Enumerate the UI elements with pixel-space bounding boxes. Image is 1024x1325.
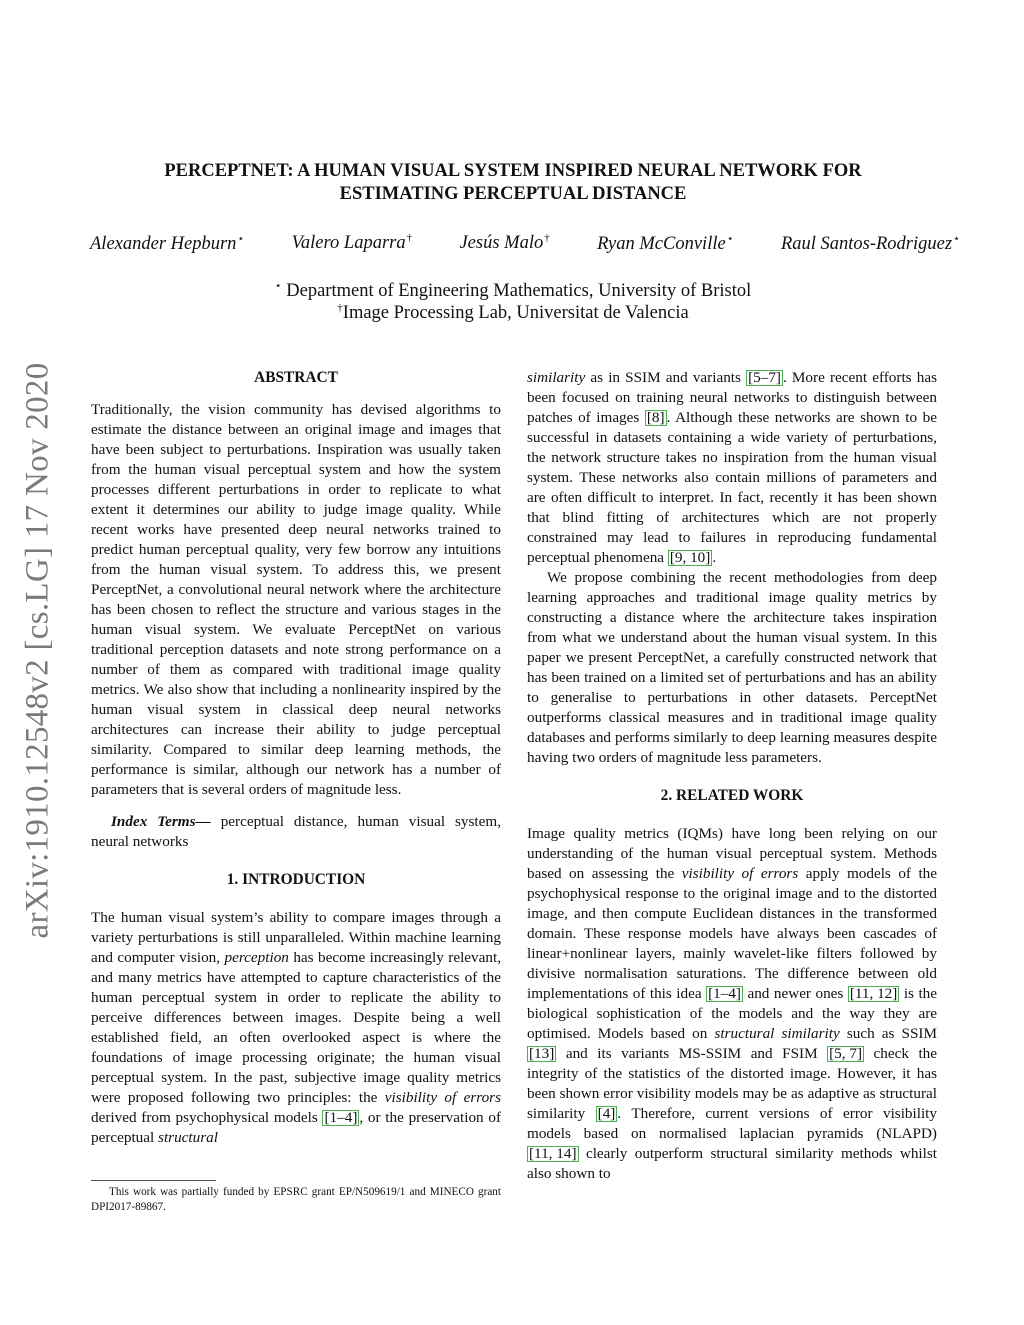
paper-title xyxy=(110,160,916,206)
citation-link[interactable]: [11, 12] xyxy=(849,985,898,1002)
author: Jesús Malo† xyxy=(459,232,550,254)
author: Raul Santos-Rodriguez⋆ xyxy=(780,233,960,255)
citation-link[interactable]: [1–4] xyxy=(708,985,741,1002)
abstract-text: Traditionally, the vision community has devised algorithms to estimate the distance between an original image and images that have been subject to perturbations. Inspiration was usually taken from the human visual perceptual system and how the system processes different perturbations in order to replicate to what extent it determines our ability to judge image quality. While recent works have presented deep neural networks trained to predict human perceptual quality, very few borrow any intuitions from the human visual system. To address this, we present PerceptNet, a convolutional neural network where the architecture has been chosen to reflect the structure and various stages in the human visual system. We evaluate PerceptNet on various traditional perception datasets and note strong performance on a number of them as compared with traditional image quality metrics. We also show that including a nonlinearity inspired by the human visual system in classical deep neural networks architectures can increase their ability to judge perceptual similarity. Compared to similar deep learning methods, the performance is similar, although our network has a number of parameters that is several orders of magnitude less. xyxy=(91,401,501,798)
introduction-paragraph-3: We propose combining the recent methodologies from deep learning approaches and traditional image quality metrics by constructing a distance where the architecture takes inspiration from what we understand about the human visual system. In this paper we present PerceptNet, a carefully constructed network that has been trained on a limited set of perturbations and has an ability to generalise to perturbations in other datasets. PerceptNet outperforms classical measures and in traditional image quality databases and performs similarly to deep learning measures despite having two orders of magnitude less parameters. xyxy=(527,569,937,766)
citation-link[interactable]: [5, 7] xyxy=(829,1045,863,1062)
abstract-heading: ABSTRACT xyxy=(254,369,338,386)
author: Ryan McConville⋆ xyxy=(597,233,734,255)
arxiv-identifier-stamp xyxy=(6,355,70,945)
citation-link[interactable]: [4] xyxy=(597,1105,616,1122)
funding-footnote: This work was partially funded by EPSRC grant EP/N509619/1 and MINECO grant DPI2017-89867. xyxy=(91,1186,501,1213)
related-work-heading: 2. RELATED WORK xyxy=(660,787,804,804)
introduction-heading: 1. INTRODUCTION xyxy=(226,871,366,888)
footnote xyxy=(91,1180,501,1215)
right-column xyxy=(527,368,937,1184)
author: Valero Laparra† xyxy=(291,232,413,254)
introduction-paragraph-2: similarity as in SSIM and variants [5–7] . More recent efforts has been focused on training neural networks to distinguish between patches of images [8] . Although these networks are shown to be successful in datasets containing a wide variety of perturbations, the network structure takes no inspiration from the human visual system. These networks also contain millions of parameters and are often difficult to interpret. In fact, recently it has been shown that blind fitting of architectures which are not properly constrained may lead to failures in reproducing fundamental perceptual phenomena [9, 10] . xyxy=(527,369,937,566)
author: Alexander Hepburn⋆ xyxy=(90,233,245,255)
affiliation-valencia: †Image Processing Lab, Universitat de Valencia xyxy=(337,302,689,324)
citation-link[interactable]: [1–4] xyxy=(324,1109,358,1126)
left-column xyxy=(91,368,501,1148)
title-line-2: ESTIMATING PERCEPTUAL DISTANCE xyxy=(339,184,687,204)
citation-link[interactable]: [13] xyxy=(529,1045,555,1062)
title-line-1: PERCEPTNET: A HUMAN VISUAL SYSTEM INSPIRED NEURAL NETWORK FOR xyxy=(164,161,862,181)
introduction-paragraph-1: The human visual system’s ability to compare images through a variety perturbations is still unparalleled. Within machine learning and computer vision, perception has become increasingly relevant, and many metrics have attempted to capture characteristics of the human perceptual system in order to replicate the ability to perceive differences between images. Despite being a well established field, an often overlooked aspect is where the foundations of image processing originate; the human visual perceptual system. In the past, subjective image quality metrics were proposed following two principles: the visibility of errors derived from psychophysical models [1–4] , or the preservation of perceptual structural xyxy=(91,909,502,1146)
related-work-paragraph: Image quality metrics (IQMs) have long been relying on our understanding of the human visual perceptual system. Methods based on assessing the visibility of errors apply models of the psychophysical response to the original image and to the distorted image, and then compute Euclidean distances in the transformed domain. These response models have always been cascades of linear+nonlinear layers, mainly wavelet-like filters followed by divisive normalisation saturations. The difference between old implementations of this idea [1–4] and newer ones [11, 12] is the biological sophistication of the models and the way they are optimised. Models based on structural similarity such as SSIM [13] and its variants MS-SSIM and FSIM [5, 7] check the integrity of the statistics of the distorted image. However, it has been shown error visibility models may be as adaptive as structural similarity [4] . Therefore, current versions of error visibility models based on normalised laplacian pyramids (NLAPD) [11, 14] clearly outperform structural similarity methods whilst also shown to xyxy=(527,825,938,1182)
citation-link[interactable]: [9, 10] xyxy=(669,549,711,566)
index-terms: Index Terms— perceptual distance, human visual system, neural networks xyxy=(91,813,501,850)
footnote-rule xyxy=(91,1180,216,1181)
citation-link[interactable]: [5–7] xyxy=(748,369,781,386)
affiliation-bristol: ⋆ Department of Engineering Mathematics, University of Bristol xyxy=(274,280,752,302)
citation-link[interactable]: [8] xyxy=(646,409,665,426)
author-list xyxy=(90,232,960,255)
citation-link[interactable]: [11, 14] xyxy=(529,1145,577,1162)
arxiv-identifier-text: arXiv:1910.12548v2 [cs.LG] 17 Nov 2020 xyxy=(19,362,56,938)
